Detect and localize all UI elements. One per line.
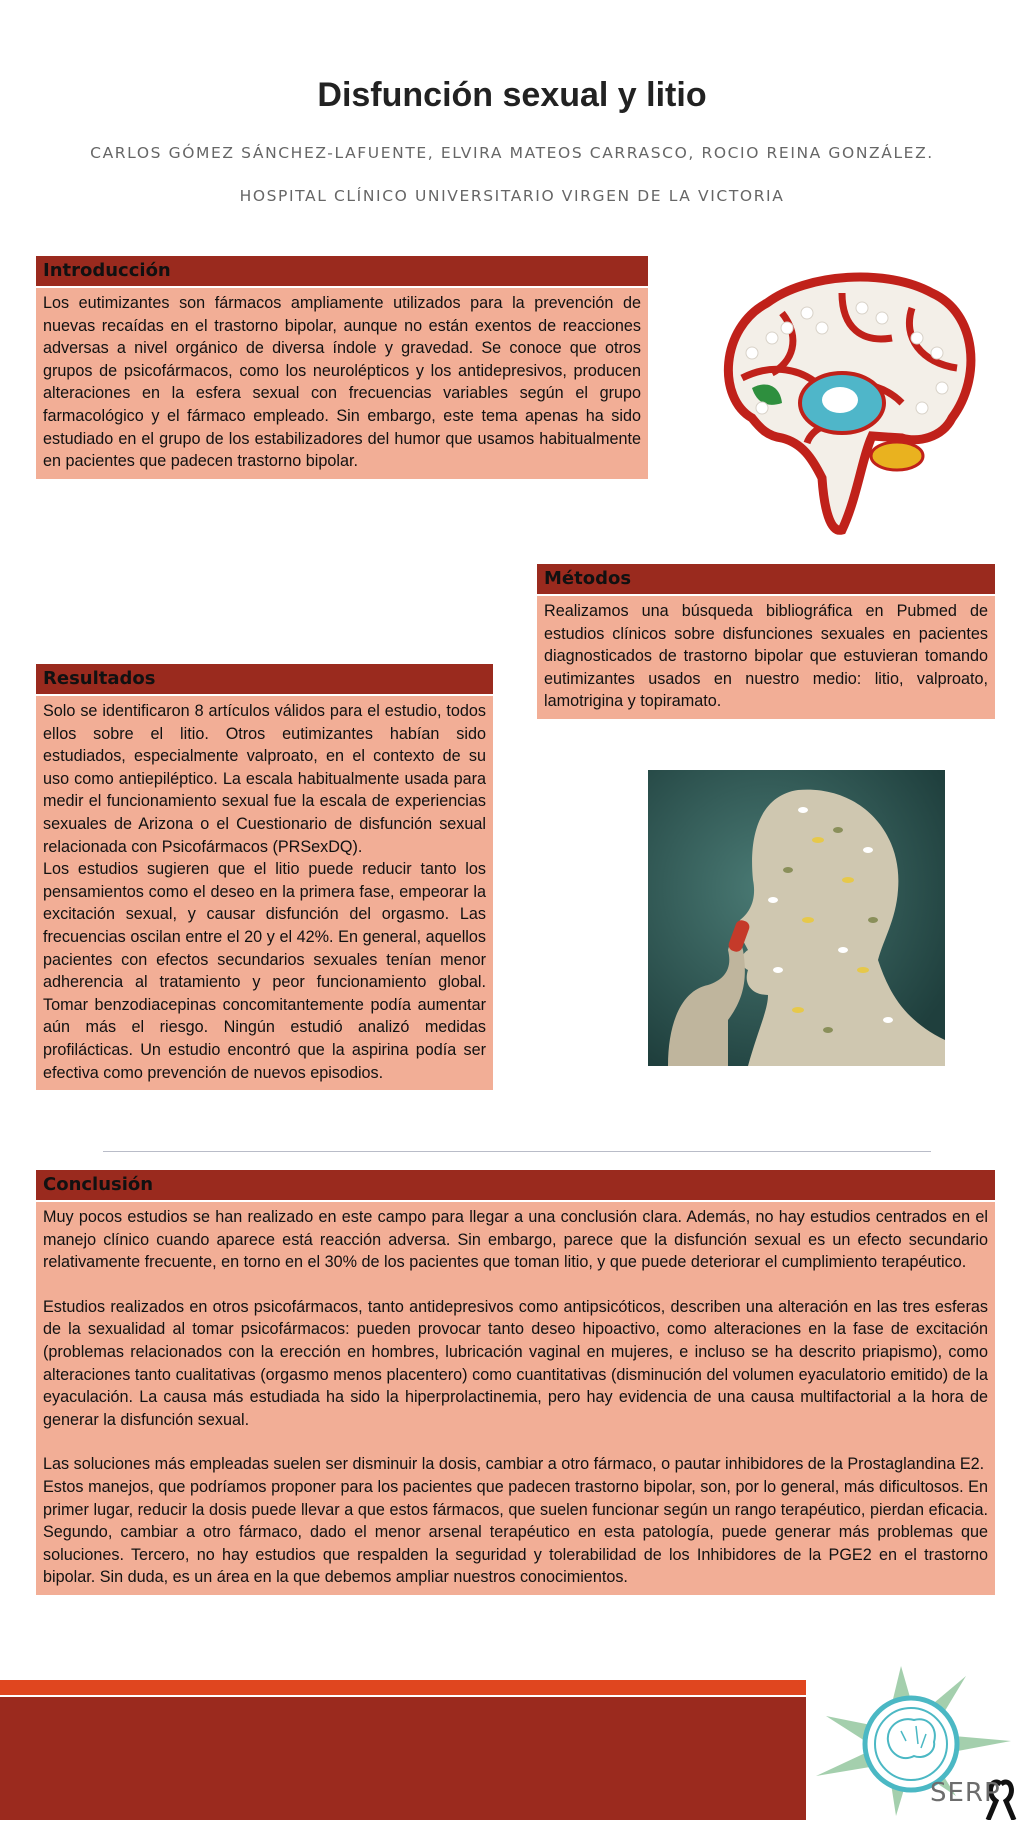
paragraph: Estudios realizados en otros psicofármacos, tanto antidepresivos como antipsicóticos, describen una alteración en las tres esferas de la sexualidad al tomar psicofármacos: pueden provocar tanto deseo hipoactivo, como alteraciones en la fase de excitación (problemas relacionados con la erección en hombres, lubricación vaginal en mujeres, e incluso se ha descrito priapismo), como alteraciones tanto cualitativas (orgasmo menos placentero) como cuantitativas (disminución del volumen eyaculatorio emitido) de la eyaculación. La causa más estudiada ha sido la hiperprolactinemia, pero hay evidencia de una causa multifactorial a la hora de generar la disfunción sexual.: [43, 1297, 988, 1429]
paragraph: Los estudios sugieren que el litio puede reducir tanto los pensamientos como el deseo en la primera fase, empeorar la excitación sexual, y causar disfunción del orgasmo. Las frecuencias oscilan entre el 20 y el 42%. En general, aquellos pacientes con efectos secundarios sexuales tenían menor adherencia al tratamiento y peor funcionamiento global. Tomar benzodiacepinas concomitantemente podía aumentar aún más el riesgo. Ningún estudió analizó medidas profilácticas. Un estudio encontró que la aspirina podía ser efectiva como prevención de nuevos episodios.: [43, 860, 486, 1082]
section-conclusion: [36, 1170, 995, 1595]
footer-orange-stripe: [0, 1680, 806, 1695]
serp-logo-text: SERP: [930, 1778, 1001, 1808]
section-divider: [103, 1151, 931, 1152]
paragraph: Muy pocos estudios se han realizado en este campo para llegar a una conclusión clara. Además, no hay estudios centrados en el manejo clínico cuando aparece está reacción adversa. Sin embargo, parece que la disfunción sexual es un efecto secundario relativamente frecuente, en torno en el 30% de los pacientes que toman litio, y que puede deteriorar el cumplimiento terapéutico.: [43, 1208, 988, 1272]
institution-line: HOSPITAL CLÍNICO UNIVERSITARIO VIRGEN DE LA VICTORIA: [239, 187, 785, 205]
section-resultados: [36, 664, 493, 1090]
paragraph: Los eutimizantes son fármacos ampliamente utilizados para la prevención de nuevas recaídas en el trastorno bipolar, aunque no están exentos de reacciones adversas a nivel orgánico de diversa índole y gravedad. Se conoce que otros grupos de psicofármacos, como los neurolépticos y los antidepresivos, producen alteraciones en la esfera sexual con frecuencias variables según el grupo farmacológico y el fármaco empleado. Sin embargo, este tema apenas ha sido estudiado en el grupo de los estabilizadores del humor que usamos habitualmente en pacientes que padecen trastorno bipolar.: [43, 294, 641, 471]
paragraph: Estos manejos, que podríamos proponer para los pacientes que padecen trastorno bipolar, son, por lo general, más dificultosos. En primer lugar, reducir la dosis puede llevar a que estos fármacos, que suelen funcionar según un rango terapéutico, pierdan eficacia. Segundo, cambiar a otro fármaco, dado el menor arsenal terapéutico en esta patología, puede generar más problemas que soluciones. Tercero, no hay estudios que respalden la seguridad y tolerabilidad de los Inhibidores de la PGE2 en el trastorno bipolar. Sin duda, es un área en la que debemos ampliar nuestros conocimientos.: [43, 1477, 988, 1587]
section-body: [36, 696, 493, 1090]
section-metodos: [537, 564, 995, 719]
section-heading: Métodos: [537, 564, 995, 594]
section-body: [36, 288, 648, 479]
section-introduccion: [36, 256, 648, 479]
authors-line: CARLOS GÓMEZ SÁNCHEZ-LAFUENTE, ELVIRA MATEOS CARRASCO, ROCIO REINA GONZÁLEZ.: [90, 144, 934, 162]
paragraph: Solo se identificaron 8 artículos válidos para el estudio, todos ellos sobre el litio. Otros eutimizantes habían sido estudiados, especialmente valproato, en el contexto de su uso como antiepiléptico. La escala habitualmente usada para medir el funcionamiento sexual fue la escala de experiencias sexuales de Arizona o el Cuestionario de disfunción sexual relacionada con Psicofármacos (PRSexDQ).: [43, 702, 486, 856]
section-heading: Introducción: [36, 256, 648, 286]
footer-red-band: [0, 1697, 806, 1820]
pill-brain-image: [712, 268, 988, 536]
poster-title: Disfunción sexual y litio: [317, 76, 707, 114]
paragraph: Las soluciones más empleadas suelen ser disminuir la dosis, cambiar a otro fármaco, o pautar inhibidores de la Prostaglandina E2.: [43, 1455, 985, 1474]
section-heading: Conclusión: [36, 1170, 995, 1200]
serp-logo: [806, 1656, 1024, 1820]
pill-head-image: [648, 770, 945, 1066]
section-heading: Resultados: [36, 664, 493, 694]
paragraph: Realizamos una búsqueda bibliográfica en Pubmed de estudios clínicos sobre disfunciones sexuales en pacientes diagnosticados de trastorno bipolar que estuvieran tomando eutimizantes usados en nuestro medio: litio, valproato, lamotrigina y topiramato.: [544, 602, 988, 711]
section-body: [36, 1202, 995, 1595]
section-body: [537, 596, 995, 719]
